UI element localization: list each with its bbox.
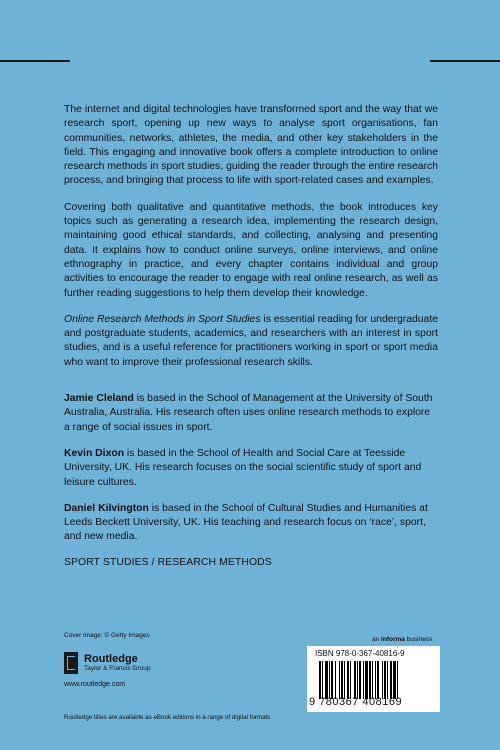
author-bio-text: is based in the School of Cultural Studies and Humanities at Leeds Beckett University, UK. His teaching and research focus on ‘race’, sport, and new media. [64,502,428,543]
publisher-logo [64,652,150,674]
author-bio [64,502,438,545]
blurb-paragraph-3-rest: is essential reading for undergraduate and postgraduate students, academics, and researchers with an interest in sport studies, and is a useful reference for practitioners working in sport or sport media who want to improve their professional research skills. [64,313,438,368]
publisher-name: Routledge [84,653,138,665]
author-name: Kevin Dixon [64,447,125,459]
blurb-paragraph-3 [64,313,438,370]
author-bio-text: is based in the School of Health and Social Care at Teesside University, UK. His research focuses on the social scientific study of sport and leisure cultures. [64,447,422,488]
publisher-website: www.routledge.com [64,681,126,688]
barcode-icon [319,661,434,699]
routledge-logo-icon [64,652,78,674]
author-bio [64,447,438,490]
author-bios [64,392,438,545]
isbn: ISBN 978-0-367-40816-9 [315,649,405,658]
top-right-rule [430,60,500,62]
barcode-number: 9 780367 408169 [309,696,403,708]
informa-business: an informa business [372,636,433,643]
author-bio [64,392,438,435]
author-bio-text: is based in the School of Management at the University of South Australia, Australia. His research often uses online research methods to explore a range of social issues in sport. [64,393,433,433]
book-title: Online Research Methods in Sport Studies [64,313,261,325]
author-name: Daniel Kilvington [64,502,149,514]
author-name: Jamie Cleland [64,393,134,405]
cover-credit: Cover image: © Getty Images [64,632,150,639]
barcode-box [307,646,440,712]
blurb-paragraph-2: Covering both qualitative and quantitative methods, the book introduces key topics such as generating a research idea, implementing the research design, maintaining good ethical standards, and collecting, analysing and presenting data. It explains how to conduct online surveys, online interviews, and online ethnography in practice, and every chapter contains individual and group activities to encourage the reader to engage with real online research, as well as further reading suggestions to help them develop their knowledge. [64,201,438,299]
subject-category: SPORT STUDIES / RESEARCH METHODS [64,556,272,568]
back-cover-text [64,103,438,568]
informa-brand: informa [381,636,405,643]
publisher-group: Taylor & Francis Group [84,665,151,672]
top-left-rule [0,60,70,62]
blurb-paragraph-1: The internet and digital technologies have transformed sport and the way that we research sport, opening up new ways to analyse sport organisations, fan communities, networks, athletes, the media, and other key stakeholders in the field. This engaging and innovative book offers a complete introduction to online research methods in sport studies, guiding the reader through the entire research process, and bringing that process to life with sport-related cases and examples. [64,104,438,187]
ebook-note: Routledge titles are available as eBook editions in a range of digital formats [64,714,271,721]
